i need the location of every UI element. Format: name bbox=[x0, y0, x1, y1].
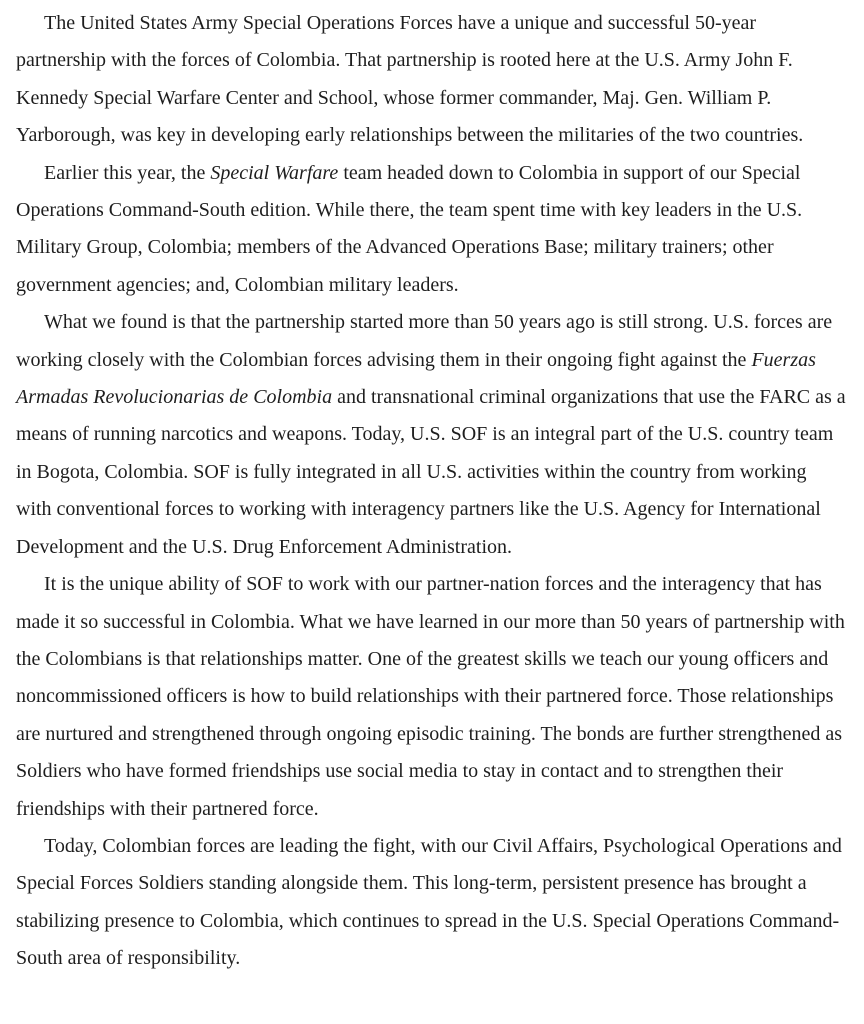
paragraph bbox=[16, 155, 846, 305]
italic-text-segment: Fuerzas Armadas Revolucionarias de Colombia bbox=[16, 348, 816, 409]
text-segment: Earlier this year, the bbox=[44, 161, 211, 184]
paragraph bbox=[16, 566, 846, 828]
paragraph bbox=[16, 5, 846, 155]
italic-text-segment: Special Warfare bbox=[210, 161, 339, 184]
text-segment: The United States Army Special Operations Forces have a unique and successful 50-year partnership with the forces of Colombia. That partnership is rooted here at the U.S. Army John F. Kennedy Special Warfare Center and School, whose former commander, Maj. Gen. William P. Yarborough, was key in developing early relationships between the militaries of the two countries. bbox=[16, 12, 804, 147]
paragraph bbox=[16, 304, 846, 566]
text-segment: and transnational criminal organizations that use the FARC as a means of running narcotics and weapons. Today, U.S. SOF is an integral part of the U.S. country team in Bogota, Colombia. SOF is fully integrated in all U.S. activities within the country from working with conventional forces to working with interagency partners like the U.S. Agency for International Development and the U.S. Drug Enforcement Administration. bbox=[16, 386, 846, 558]
article-body bbox=[16, 5, 846, 978]
text-segment: Today, Colombian forces are leading the fight, with our Civil Affairs, Psychological Operations and Special Forces Soldiers standing alongside them. This long-term, persistent presence has brought a stabilizing presence to Colombia, which continues to spread in the U.S. Special Operations Command-South area of responsibility. bbox=[16, 834, 842, 970]
text-segment: team headed down to Colombia in support of our Special Operations Command-South edition. While there, the team spent time with key leaders in the U.S. Military Group, Colombia; members of the Advanced Operations Base; military trainers; other government agencies; and, Colombian military leaders. bbox=[16, 161, 803, 296]
text-segment: What we found is that the partnership started more than 50 years ago is still strong. U.S. forces are working closely with the Colombian forces advising them in their ongoing fight against the bbox=[16, 311, 833, 371]
text-segment: It is the unique ability of SOF to work with our partner-nation forces and the interagency that has made it so successful in Colombia. What we have learned in our more than 50 years of partnership with the Colombians is that relationships matter. One of the greatest skills we teach our young officers and noncommissioned officers is how to build relationships with their partnered force. Those relationships are nurtured and strengthened through ongoing episodic training. The bonds are further strengthened as Soldiers who have formed friendships use social media to stay in contact and to strengthen their friendships with their partnered force. bbox=[16, 573, 845, 820]
paragraph bbox=[16, 828, 846, 978]
